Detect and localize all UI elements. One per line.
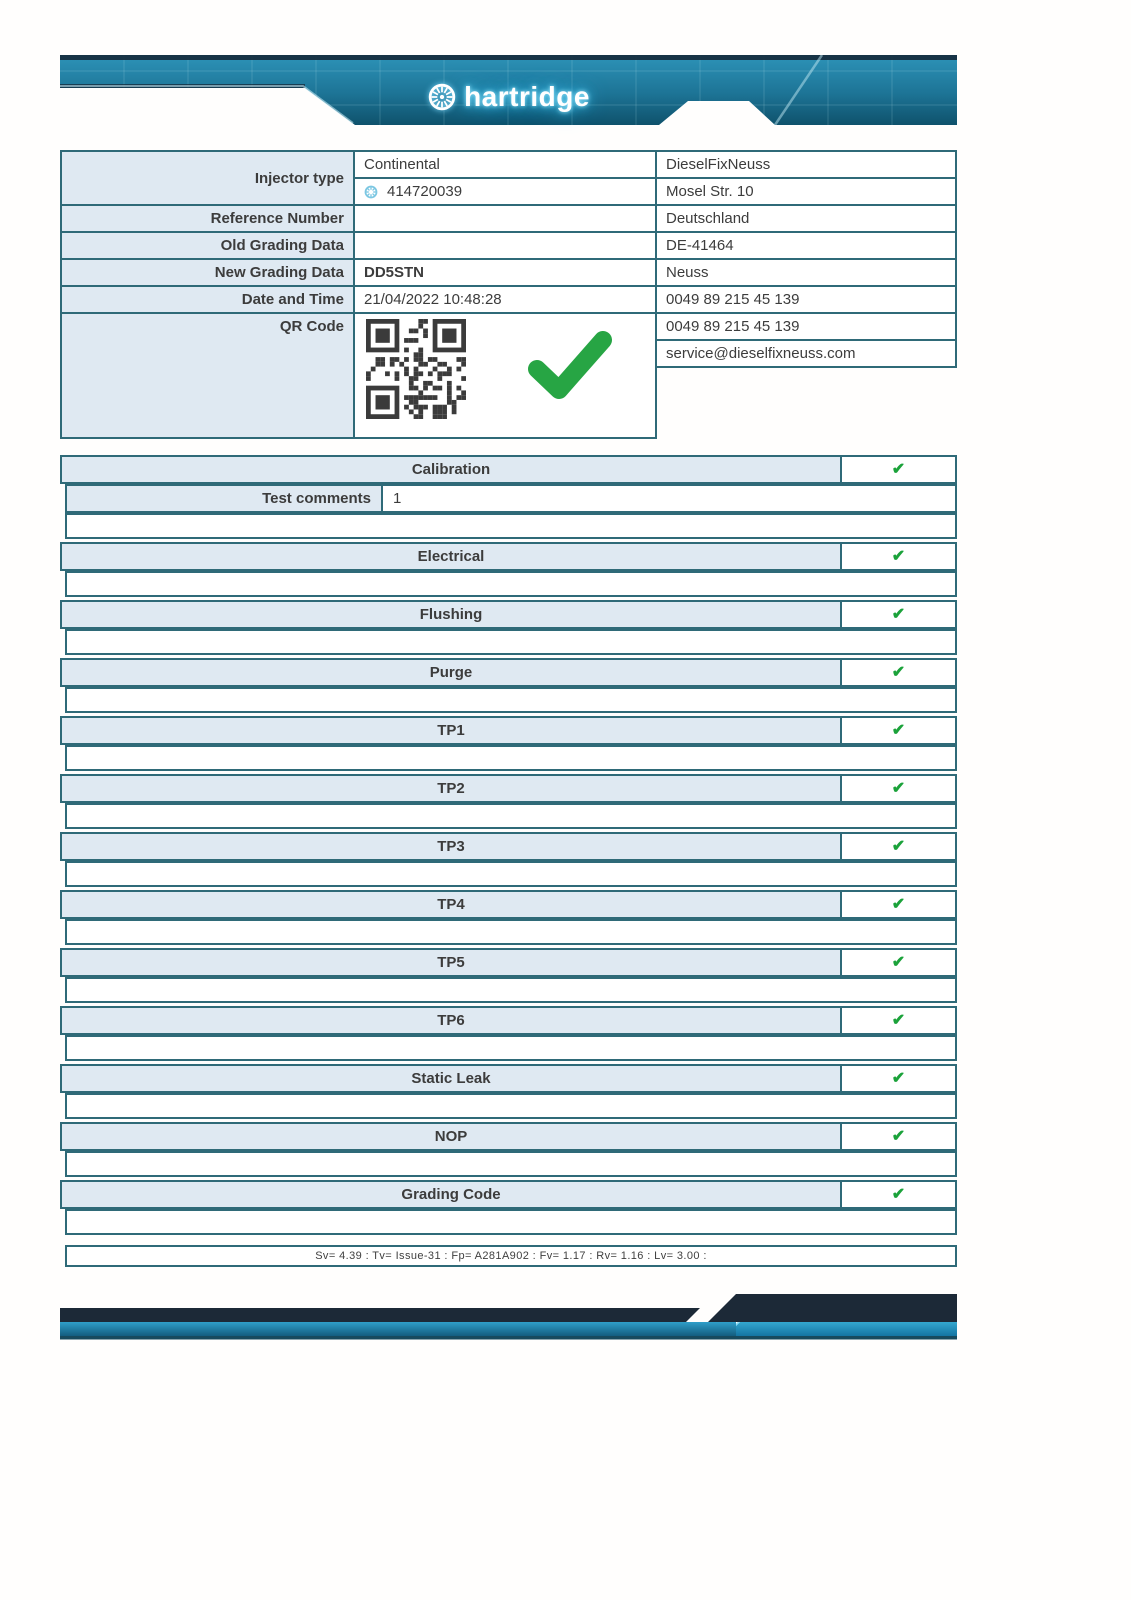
version-info: Sv= 4.39 : Tv= Issue-31 : Fp= A281A902 : Fv= 1.17 : Rv= 1.16 : Lv= 3.00 : [65, 1245, 957, 1267]
test-section [60, 716, 957, 771]
pass-check-cell [842, 834, 955, 859]
test-comments-value: 1 [393, 490, 402, 507]
test-section [60, 1122, 957, 1177]
workshop-cell: DE-41464 [656, 232, 956, 259]
test-comments-label: Test comments [67, 486, 383, 511]
test-section-label: Electrical [62, 544, 842, 569]
injector-number-value: 414720039 [387, 183, 463, 200]
test-section-header [60, 832, 957, 861]
test-section-label: TP2 [62, 776, 842, 801]
spacer-row [65, 745, 957, 771]
test-section-header [60, 774, 957, 803]
test-section-header [60, 1180, 957, 1209]
spacer-row [65, 571, 957, 597]
test-results [60, 455, 957, 1267]
test-section-label: Flushing [62, 602, 842, 627]
spacer-row [65, 1035, 957, 1061]
test-section-header [60, 658, 957, 687]
spacer-row [65, 513, 957, 539]
spacer-row [65, 1209, 957, 1235]
pass-check-cell [842, 544, 955, 569]
spacer-row [65, 1151, 957, 1177]
check-icon: ✔ [891, 953, 906, 971]
check-icon: ✔ [891, 721, 906, 739]
qr-pass-check-icon [524, 327, 616, 405]
workshop-row [656, 178, 956, 205]
test-comments-row [65, 484, 957, 513]
reference-number-label: Reference Number [61, 205, 354, 232]
test-section [60, 658, 957, 713]
workshop-row [656, 313, 956, 340]
pass-check-cell [842, 950, 955, 975]
test-section-label: TP5 [62, 950, 842, 975]
test-section-label: TP1 [62, 718, 842, 743]
workshop-row [656, 286, 956, 313]
workshop-cell: 0049 89 215 45 139 [656, 286, 956, 313]
new-grading-value: DD5STN [354, 259, 656, 286]
test-section-label: Purge [62, 660, 842, 685]
brand-text: hartridge [464, 81, 590, 112]
test-section [60, 542, 957, 597]
check-icon: ✔ [891, 547, 906, 565]
qr-code-label: QR Code [61, 313, 354, 438]
qr-code [366, 319, 466, 419]
spacer-row [65, 977, 957, 1003]
calibration-label: Calibration [62, 457, 842, 482]
injector-info-table [60, 150, 657, 439]
test-section-header [60, 542, 957, 571]
test-section [60, 1006, 957, 1061]
test-section-header [60, 1122, 957, 1151]
reference-number-value [354, 205, 656, 232]
workshop-row [656, 259, 956, 286]
workshop-row [656, 205, 956, 232]
old-grading-value [354, 232, 656, 259]
test-section [60, 600, 957, 655]
spacer-row [65, 687, 957, 713]
pass-check-cell [842, 1008, 955, 1033]
table-row [61, 286, 656, 313]
bottom-banner [60, 1293, 957, 1345]
test-section [60, 774, 957, 829]
check-icon: ✔ [891, 663, 906, 681]
pass-check-cell [842, 1066, 955, 1091]
table-row [61, 232, 656, 259]
pass-check-cell [842, 1182, 955, 1207]
workshop-row [656, 151, 956, 178]
check-icon: ✔ [891, 605, 906, 623]
spacer-row [65, 1093, 957, 1119]
test-section-label: Grading Code [62, 1182, 842, 1207]
header-banner [60, 55, 957, 125]
test-section-header [60, 890, 957, 919]
header-banner-graphic [60, 55, 957, 125]
test-section-header [60, 1064, 957, 1093]
workshop-cell: DieselFixNeuss [656, 151, 956, 178]
spacer-row [65, 919, 957, 945]
table-row [61, 313, 656, 438]
calibration-header [60, 455, 957, 484]
check-icon: ✔ [891, 895, 906, 913]
check-icon: ✔ [891, 1011, 906, 1029]
test-section [60, 1064, 957, 1119]
test-section [60, 948, 957, 1003]
new-grading-label: New Grading Data [61, 259, 354, 286]
check-icon: ✔ [891, 779, 906, 797]
workshop-cell: Deutschland [656, 205, 956, 232]
workshop-info-table [655, 150, 957, 368]
workshop-cell: Neuss [656, 259, 956, 286]
workshop-cell: 0049 89 215 45 139 [656, 313, 956, 340]
spacer-row [65, 629, 957, 655]
injector-type-label: Injector type [61, 151, 354, 205]
workshop-cell: service@dieselfixneuss.com [656, 340, 956, 367]
table-row [61, 205, 656, 232]
test-section [60, 1180, 957, 1235]
test-section-label: TP4 [62, 892, 842, 917]
pass-check-cell [842, 718, 955, 743]
pass-check-cell [842, 660, 955, 685]
check-icon: ✔ [891, 1069, 906, 1087]
test-section-header [60, 948, 957, 977]
check-icon: ✔ [891, 837, 906, 855]
test-section-header [60, 716, 957, 745]
table-row [61, 259, 656, 286]
table-row [61, 151, 656, 178]
test-section [60, 832, 957, 887]
pass-check-cell [842, 602, 955, 627]
pass-check-cell [842, 776, 955, 801]
datetime-value: 21/04/2022 10:48:28 [354, 286, 656, 313]
workshop-row [656, 232, 956, 259]
wheel-icon-small [364, 185, 378, 199]
test-section [60, 890, 957, 945]
test-section-header [60, 1006, 957, 1035]
test-section-label: NOP [62, 1124, 842, 1149]
spacer-row [65, 803, 957, 829]
test-section-label: TP6 [62, 1008, 842, 1033]
old-grading-label: Old Grading Data [61, 232, 354, 259]
datetime-label: Date and Time [61, 286, 354, 313]
workshop-cell: Mosel Str. 10 [656, 178, 956, 205]
bottom-banner-graphic [60, 1293, 957, 1345]
pass-check-cell [842, 892, 955, 917]
pass-check-cell [842, 457, 955, 482]
check-icon: ✔ [891, 1185, 906, 1203]
workshop-row [656, 340, 956, 367]
injector-make-value: Continental [354, 151, 656, 178]
spacer-row [65, 861, 957, 887]
check-icon: ✔ [891, 460, 906, 478]
pass-check-cell [842, 1124, 955, 1149]
test-section-label: TP3 [62, 834, 842, 859]
check-icon: ✔ [891, 1127, 906, 1145]
test-section-header [60, 600, 957, 629]
test-section-label: Static Leak [62, 1066, 842, 1091]
